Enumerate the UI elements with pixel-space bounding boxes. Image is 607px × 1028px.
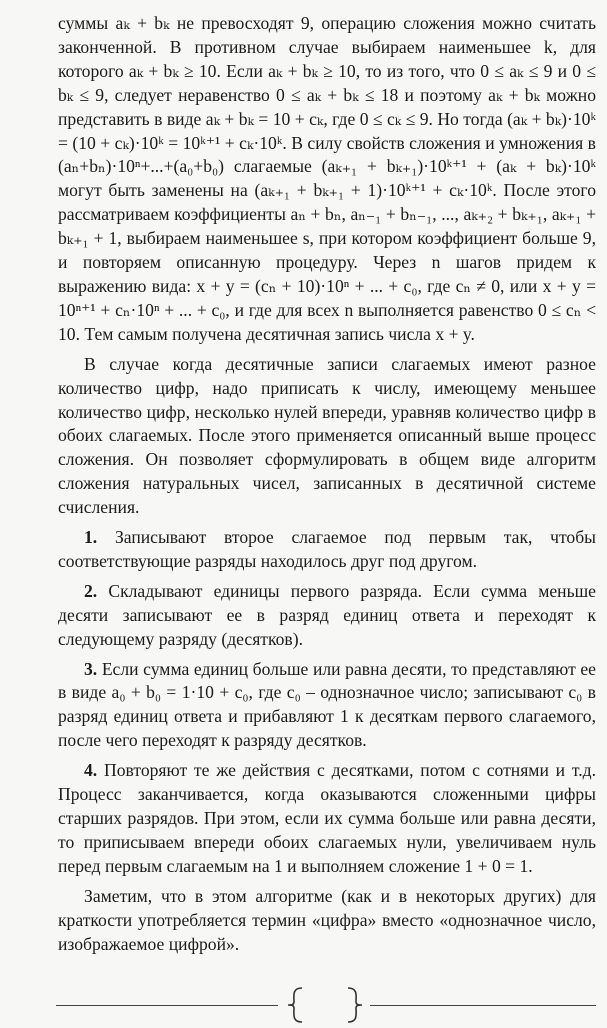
step-number: 4. — [84, 760, 98, 781]
step-text: Если сумма единиц больше или равна десяти, то представляют ее в виде a₀ + b₀ = 1·10 + c₀, где c₀ – однозначное число; записывают c₀ в разряд единиц ответа и прибавляют 1 к десяткам первого слагаемого, после чего переходят к разряду десятков. — [58, 658, 596, 751]
algorithm-step-1 — [58, 526, 596, 574]
step-text: Складывают единицы первого разряда. Если сумма меньше десяти записывают ее в разряд единиц ответа и переходят к следующему разряду (десятков). — [58, 580, 596, 649]
algorithm-step-3 — [58, 658, 596, 754]
right-bracket-icon — [342, 986, 368, 1024]
paragraph-continuation: суммы aₖ + bₖ не превосходят 9, операцию сложения можно считать законченной. В противном случае выбираем наименьшее k, для которого aₖ + bₖ ≥ 10. Если aₖ + bₖ ≥ 10, то из того, что 0 ≤ aₖ ≤ 9 и 0 ≤ bₖ ≤ 9, следует неравенство 0 ≤ aₖ + bₖ ≤ 18 и поэтому aₖ + bₖ можно представить в виде aₖ + bₖ = 10 + cₖ, где 0 ≤ cₖ ≤ 9. Но тогда (aₖ + bₖ)·10ᵏ = (10 + cₖ)·10ᵏ = 10ᵏ⁺¹ + cₖ·10ᵏ. В силу свойств сложения и умножения в (aₙ+bₙ)·10ⁿ+...+(a₀+b₀) слагаемые (aₖ₊₁ + bₖ₊₁)·10ᵏ⁺¹ + (aₖ + bₖ)·10ᵏ могут быть заменены на (aₖ₊₁ + bₖ₊₁ + 1)·10ᵏ⁺¹ + cₖ·10ᵏ. После этого рассматриваем коэффициенты aₙ + bₙ, aₙ₋₁ + bₙ₋₁, ..., aₖ₊₂ + bₖ₊₁, aₖ₊₁ + bₖ₊₁ + 1, выбираем наименьшее s, при котором коэффициент больше 9, и повторяем описанную процедуру. Через n шагов придем к выражению вида: x + y = (cₙ + 10)·10ⁿ + ... + c₀, где cₙ ≠ 0, или x + y = 10ⁿ⁺¹ + cₙ·10ⁿ + ... + c₀, и где для всех n выполняется равенство 0 ≤ cₙ < 10. Тем самым получена десятичная запись числа x + y. — [58, 13, 596, 344]
step-number: 3. — [84, 658, 98, 679]
footer-rule-right — [370, 1005, 596, 1006]
step-number: 1. — [84, 527, 98, 548]
left-bracket-icon — [282, 986, 308, 1024]
footer-rule-left — [56, 1005, 278, 1006]
closing-remark: Заметим, что в этом алгоритме (как и в некоторых других) для краткости употребляется термин «цифра» вместо «однозначное число, изображаемое цифрой». — [58, 885, 596, 954]
step-text: Записывают второе слагаемое под первым так, чтобы соответствующие разряды находилось друг под другом. — [58, 527, 597, 571]
page-body — [58, 12, 596, 956]
page-footer-ornament — [56, 986, 596, 1026]
step-number: 2. — [84, 580, 98, 601]
algorithm-step-2 — [58, 580, 596, 652]
algorithm-step-4 — [58, 759, 596, 879]
paragraph-unequal-digits: В случае когда десятичные записи слагаемых имеют разное количество цифр, надо приписать к числу, имеющему меньшее количество цифр, несколько нулей впереди, уравняв количество цифр в обоих слагаемых. После этого применяется описанный выше процесс сложения. Он позволяет сформулировать в общем виде алгоритм сложения натуральных чисел, записанных в десятичной системе счисления. — [58, 353, 596, 518]
step-text: Повторяют те же действия с десятками, потом с сотнями и т.д. Процесс заканчивается, когда оказываются сложенными цифры старших разрядов. При этом, если их сумма больше или равна десяти, то приписываем впереди обоих слагаемых нули, увеличиваем нуль перед первым слагаемым на 1 и выполняем сложение 1 + 0 = 1. — [58, 760, 596, 876]
